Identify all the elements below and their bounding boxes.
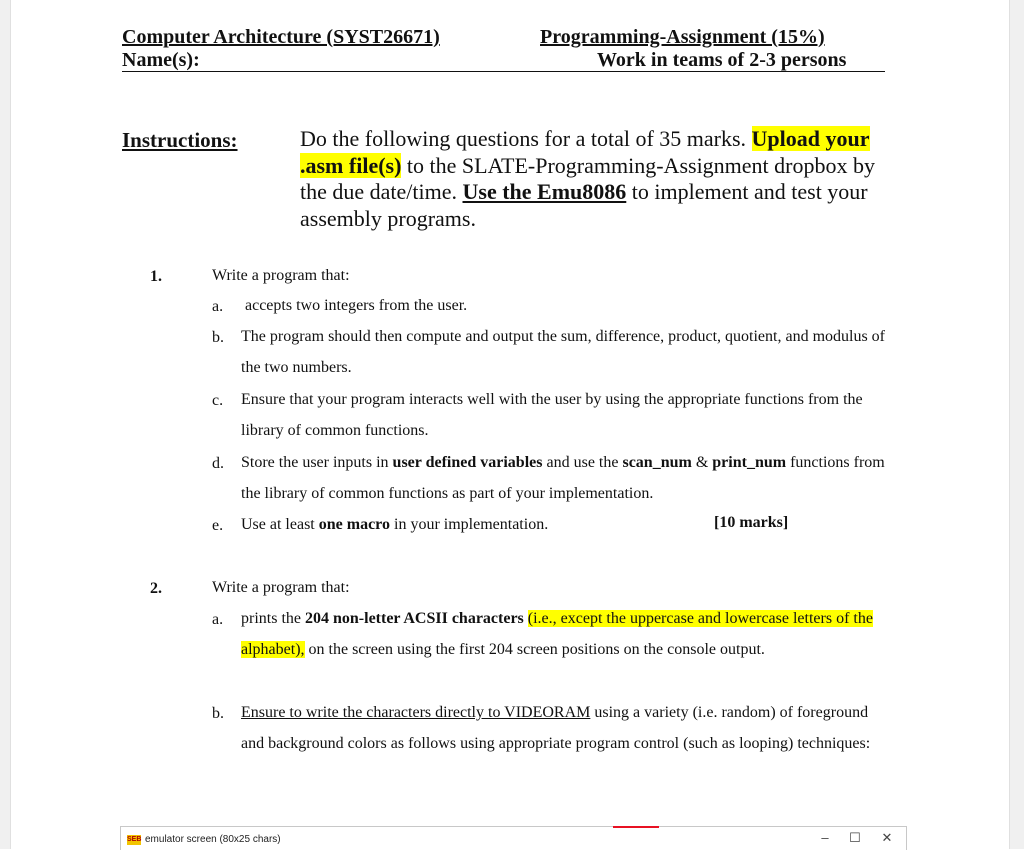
q1-marks: [10 marks] bbox=[714, 514, 789, 531]
viewer-scrollbar[interactable] bbox=[1009, 0, 1024, 849]
instructions-text: Do the following questions for a total of 35 marks. Upload your .asm file(s) to the SLATE-Programming-Assignment dropbox by the due date/time. Use the Emu8086 to implement and test your assembly programs. bbox=[300, 126, 875, 231]
emulator-window-title: emulator screen (80x25 chars) bbox=[145, 834, 281, 845]
q1-item-c-letter: c. bbox=[212, 392, 224, 409]
q1-item-c: Ensure that your program interacts well with the user by using the appropriate functions from the library of common functions. bbox=[241, 391, 863, 439]
course-title: Computer Architecture (SYST26671) bbox=[122, 26, 440, 48]
q1-item-a: accepts two integers from the user. bbox=[245, 297, 468, 314]
q2-item-a-letter: a. bbox=[212, 611, 224, 628]
assignment-title: Programming-Assignment (15%) bbox=[540, 26, 825, 48]
question-1-intro: Write a program that: bbox=[212, 267, 350, 284]
question-2-intro: Write a program that: bbox=[212, 579, 350, 596]
q1-item-e: Use at least one macro in your implementation. bbox=[241, 516, 549, 533]
viewer-left-margin bbox=[0, 0, 11, 849]
emulator-window-titlebar[interactable] bbox=[120, 826, 907, 850]
q1-item-e-letter: e. bbox=[212, 517, 224, 534]
letters-exception-highlight: (i.e., except the uppercase and lowercase letters of the alphabet), bbox=[241, 610, 873, 658]
emu8086-app-icon: SEB bbox=[127, 836, 142, 843]
maximize-button[interactable]: ☐ bbox=[849, 830, 861, 845]
close-button[interactable]: ✕ bbox=[881, 830, 893, 845]
q1-item-b: The program should then compute and output the sum, difference, product, quotient, and modulus of the two numbers. bbox=[241, 328, 886, 376]
teams-note: Work in teams of 2-3 persons bbox=[597, 49, 847, 71]
names-label: Name(s): bbox=[122, 49, 200, 71]
q1-item-d-letter: d. bbox=[212, 455, 224, 472]
header-divider bbox=[122, 71, 885, 72]
q2-item-b-letter: b. bbox=[212, 705, 224, 722]
upload-highlight: Upload your .asm file(s) bbox=[300, 126, 870, 178]
q1-item-d: Store the user inputs in user defined variables and use the scan_num & print_num functions from the library of common functions as part of your implementation. bbox=[241, 454, 885, 502]
q1-item-a-letter: a. bbox=[212, 298, 224, 315]
question-2-number: 2. bbox=[150, 580, 162, 597]
titlebar-accent bbox=[613, 826, 659, 828]
question-1-number: 1. bbox=[150, 268, 162, 285]
q2-item-a: prints the 204 non-letter ACSII characters (i.e., except the uppercase and lowercase letters of the alphabet), on the screen using the first 204 screen positions on the console output. bbox=[241, 610, 873, 658]
q2-item-b: Ensure to write the characters directly to VIDEORAM using a variety (i.e. random) of foreground and background colors as follows using appropriate program control (such as looping) techniques: bbox=[241, 704, 871, 752]
emu-requirement: Use the Emu8086 bbox=[462, 179, 627, 204]
minimize-button[interactable]: – bbox=[821, 830, 829, 845]
q1-item-b-letter: b. bbox=[212, 329, 224, 346]
instructions-label: Instructions: bbox=[122, 128, 238, 152]
